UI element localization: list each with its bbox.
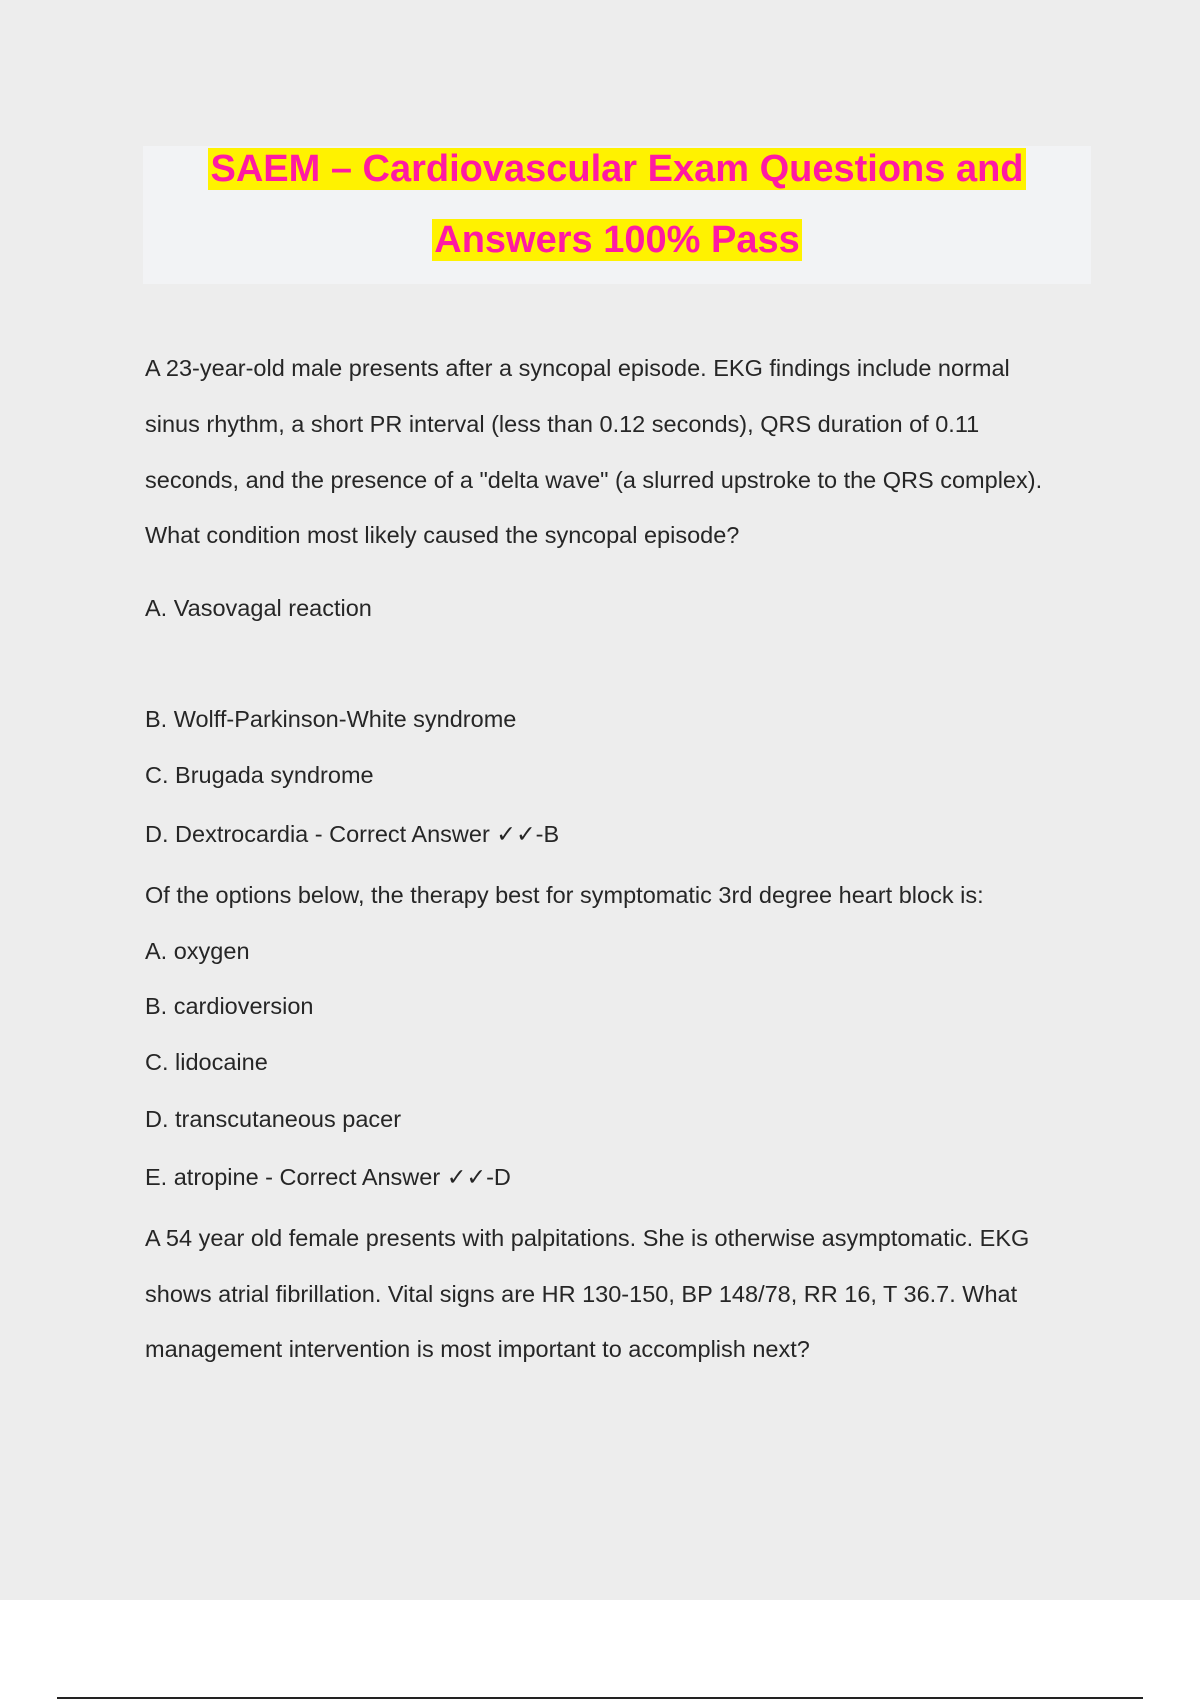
answer-option: B. cardioversion: [145, 993, 314, 1019]
answer-option-correct: D. Dextrocardia - Correct Answer ✓✓-B: [145, 821, 560, 847]
question-stem-line: seconds, and the presence of a "delta wave" (a slurred upstroke to the QRS complex).: [145, 467, 1043, 493]
title-text: SAEM – Cardiovascular Exam Questions and: [210, 148, 1024, 190]
answer-option: C. lidocaine: [145, 1049, 268, 1075]
answer-option: D. transcutaneous pacer: [145, 1106, 402, 1132]
title-line: [143, 146, 1091, 192]
title-text: Answers 100% Pass: [434, 219, 800, 261]
document-title: [143, 146, 1091, 284]
question-stem-line: management intervention is most important to accomplish next?: [145, 1336, 810, 1362]
answer-option: A. Vasovagal reaction: [145, 595, 372, 621]
question-stem-line: A 54 year old female presents with palpitations. She is otherwise asymptomatic. EKG: [145, 1225, 1030, 1251]
page-divider: [57, 1697, 1143, 1699]
question-stem-line: What condition most likely caused the syncopal episode?: [145, 522, 740, 548]
answer-option-correct: E. atropine - Correct Answer ✓✓-D: [145, 1164, 511, 1190]
question-stem-line: sinus rhythm, a short PR interval (less than 0.12 seconds), QRS duration of 0.11: [145, 411, 980, 437]
question-stem-line: shows atrial fibrillation. Vital signs are HR 130-150, BP 148/78, RR 16, T 36.7. What: [145, 1281, 1018, 1307]
question-stem-line: Of the options below, the therapy best for symptomatic 3rd degree heart block is:: [145, 882, 984, 908]
answer-option: C. Brugada syndrome: [145, 762, 374, 788]
title-line: [143, 217, 1091, 263]
question-stem-line: A 23-year-old male presents after a syncopal episode. EKG findings include normal: [145, 355, 1010, 381]
answer-option: A. oxygen: [145, 938, 250, 964]
answer-option: B. Wolff-Parkinson-White syndrome: [145, 706, 517, 732]
